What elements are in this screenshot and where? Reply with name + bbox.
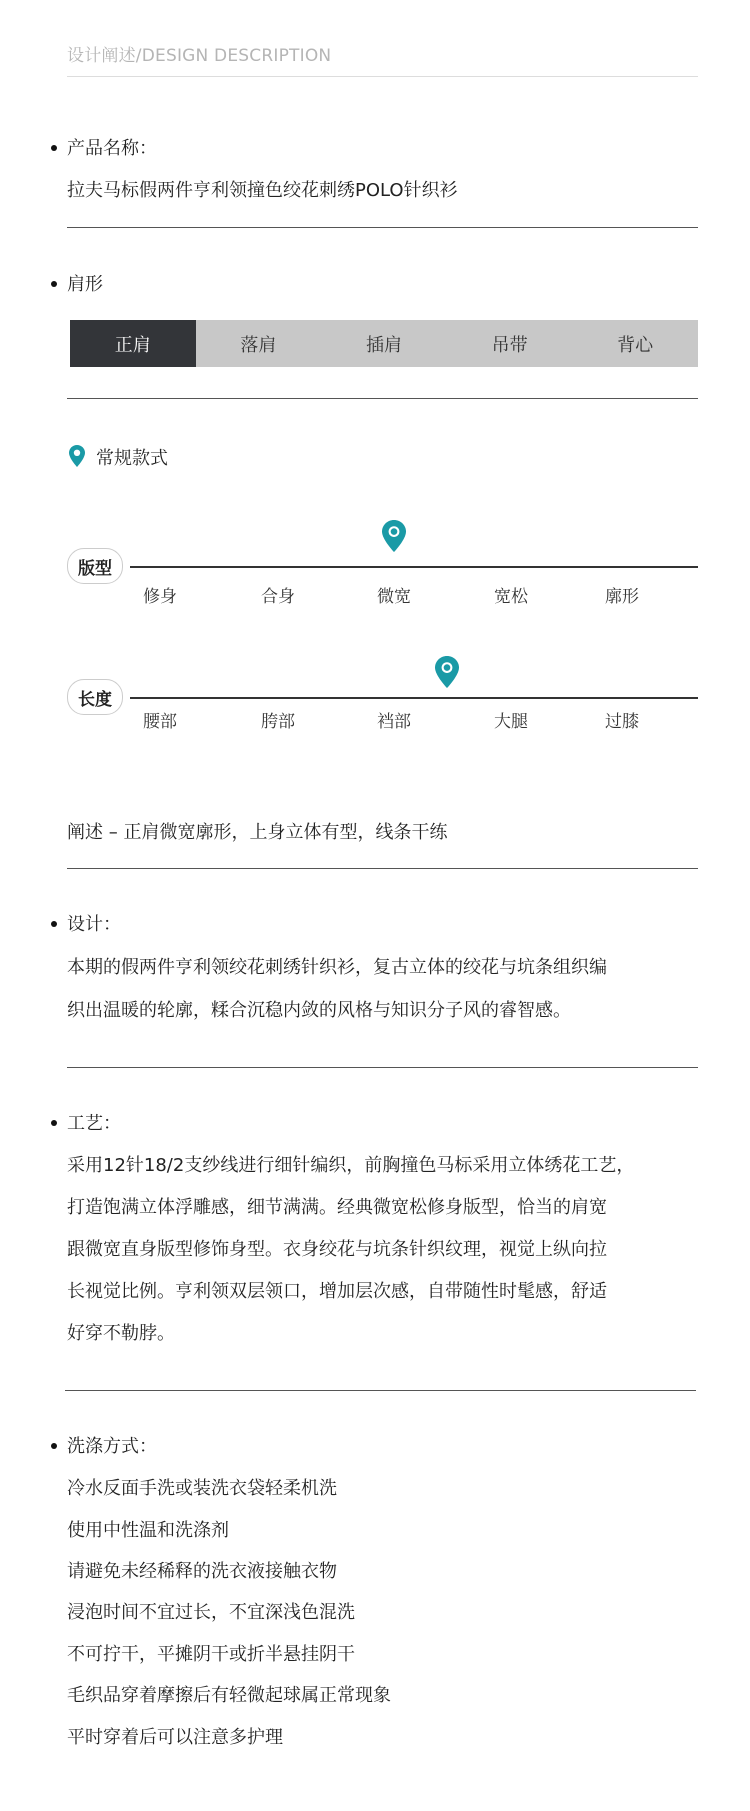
craft-line: 采用12针18/2支纱线进行细针编织，前胸撞色马标采用立体绣花工艺， bbox=[67, 1155, 635, 1176]
fit-tick: 修身 bbox=[143, 587, 177, 607]
craft-line: 跟微宽直身版型修饰身型。衣身绞花与坑条针织纹理，视觉上纵向拉 bbox=[67, 1239, 607, 1260]
washing-line: 请避免未经稀释的洗衣液接触衣物 bbox=[67, 1561, 337, 1582]
style-label: 常规款式 bbox=[96, 448, 168, 469]
design-line: 本期的假两件亨利领绞花刺绣针织衫，复古立体的绞花与坑条组织编 bbox=[67, 957, 607, 978]
washing-line: 浸泡时间不宜过长，不宜深浅色混洗 bbox=[67, 1602, 355, 1623]
design-line: 织出温暖的轮廓，糅合沉稳内敛的风格与知识分子风的睿智感。 bbox=[67, 1000, 571, 1021]
header-divider bbox=[67, 76, 698, 77]
product-name: 拉夫马标假两件亨利领撞色绞花刺绣POLO针织衫 bbox=[67, 180, 458, 201]
shoulder-option[interactable]: 正肩 bbox=[70, 320, 196, 367]
divider bbox=[67, 398, 698, 399]
length-tick: 大腿 bbox=[494, 712, 528, 732]
bullet-icon bbox=[51, 281, 57, 287]
length-tick: 过膝 bbox=[605, 712, 639, 732]
washing-line: 毛织品穿着摩擦后有轻微起球属正常现象 bbox=[67, 1685, 391, 1706]
washing-line: 使用中性温和洗涤剂 bbox=[67, 1520, 229, 1541]
bullet-icon bbox=[51, 1120, 57, 1126]
bullet-icon bbox=[51, 145, 57, 151]
divider bbox=[67, 868, 698, 869]
summary-text: 阐述 – 正肩微宽廓形，上身立体有型，线条干练 bbox=[67, 822, 448, 843]
fit-tick: 廓形 bbox=[605, 587, 639, 607]
shoulder-option[interactable]: 插肩 bbox=[365, 334, 402, 356]
shoulder-option[interactable]: 吊带 bbox=[491, 334, 528, 356]
bullet-icon bbox=[51, 1443, 57, 1449]
craft-line: 打造饱满立体浮雕感，细节满满。经典微宽松修身版型，恰当的肩宽 bbox=[67, 1197, 607, 1218]
section-header-title: 设计阐述/DESIGN DESCRIPTION bbox=[67, 46, 332, 66]
divider bbox=[67, 227, 698, 228]
divider bbox=[67, 1067, 698, 1068]
washing-line: 平时穿着后可以注意多护理 bbox=[67, 1727, 283, 1748]
length-marker-pin-icon bbox=[434, 655, 460, 689]
fit-tick: 微宽 bbox=[377, 587, 411, 607]
design-label: 设计： bbox=[67, 914, 121, 935]
length-scale-line bbox=[130, 697, 698, 699]
bullet-icon bbox=[51, 921, 57, 927]
length-tick: 腰部 bbox=[143, 712, 177, 732]
craft-line: 好穿不勒脖。 bbox=[67, 1323, 175, 1344]
fit-scale-label: 版型 bbox=[67, 548, 123, 584]
length-tick: 胯部 bbox=[261, 712, 295, 732]
washing-line: 冷水反面手洗或装洗衣袋轻柔机洗 bbox=[67, 1478, 337, 1499]
shoulder-option[interactable]: 背心 bbox=[617, 334, 654, 356]
fit-scale-line bbox=[130, 566, 698, 568]
divider bbox=[65, 1390, 696, 1391]
washing-label: 洗涤方式： bbox=[67, 1436, 157, 1457]
length-tick: 裆部 bbox=[377, 712, 411, 732]
craft-label: 工艺： bbox=[67, 1113, 121, 1134]
fit-tick: 宽松 bbox=[494, 587, 528, 607]
craft-line: 长视觉比例。亨利领双层领口，增加层次感，自带随性时髦感，舒适 bbox=[67, 1281, 607, 1302]
product-label: 产品名称： bbox=[67, 138, 157, 159]
washing-line: 不可拧干，平摊阴干或折半悬挂阴干 bbox=[67, 1644, 355, 1665]
shoulder-option[interactable]: 落肩 bbox=[240, 334, 277, 356]
fit-marker-pin-icon bbox=[381, 519, 407, 553]
location-pin-icon bbox=[68, 444, 86, 468]
shoulder-selector bbox=[70, 320, 698, 367]
shoulder-label: 肩形 bbox=[67, 274, 103, 295]
length-scale-label: 长度 bbox=[67, 679, 123, 715]
fit-tick: 合身 bbox=[261, 587, 295, 607]
